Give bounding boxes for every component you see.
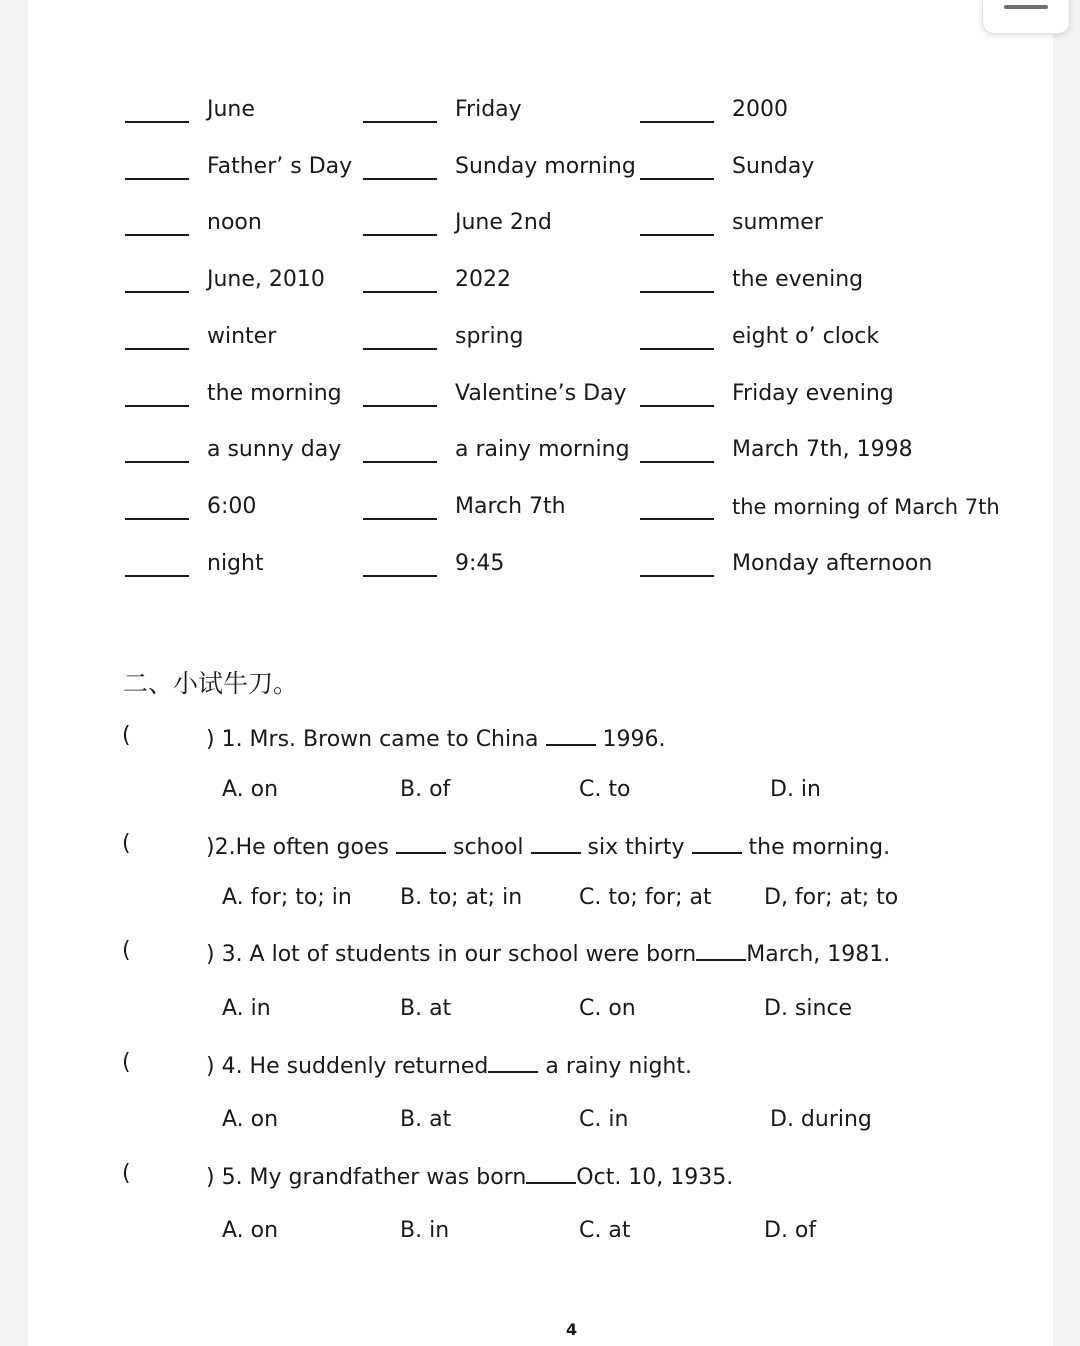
question-text: six thirty: [587, 835, 685, 860]
term: Valentine’s Day: [455, 381, 627, 406]
menu-handle-button[interactable]: [982, 0, 1070, 34]
term: a rainy morning: [455, 437, 630, 462]
answer-paren[interactable]: (: [122, 938, 131, 963]
answer-blank[interactable]: [125, 291, 189, 293]
answer-blank[interactable]: [640, 405, 714, 407]
answer-blank[interactable]: [640, 575, 714, 577]
page-number: 4: [566, 1320, 578, 1339]
term: Friday: [455, 97, 522, 122]
term: the morning: [207, 381, 342, 406]
term: noon: [207, 210, 262, 235]
fill-blank[interactable]: [546, 722, 596, 746]
option-b[interactable]: B. of: [400, 777, 451, 802]
term: summer: [732, 210, 823, 235]
term: 2000: [732, 97, 788, 122]
answer-blank[interactable]: [125, 234, 189, 236]
answer-blank[interactable]: [363, 575, 437, 577]
term: Friday evening: [732, 381, 894, 406]
option-a[interactable]: A. for; to; in: [222, 885, 352, 910]
term: the evening: [732, 267, 864, 292]
answer-blank[interactable]: [363, 518, 437, 520]
option-b[interactable]: B. in: [400, 1218, 450, 1243]
answer-blank[interactable]: [125, 575, 189, 577]
option-d[interactable]: D. during: [770, 1107, 872, 1132]
answer-paren[interactable]: (: [122, 1161, 131, 1186]
option-b[interactable]: B. at: [400, 1107, 452, 1132]
answer-blank[interactable]: [363, 291, 437, 293]
question-text: )2.He often goes: [206, 835, 389, 860]
answer-blank[interactable]: [640, 461, 714, 463]
answer-blank[interactable]: [125, 348, 189, 350]
term: Monday afternoon: [732, 551, 933, 576]
question-stem: [206, 722, 666, 754]
question-stem: [206, 937, 890, 969]
term: the morning of March 7th: [732, 495, 1000, 519]
question-text: 1996.: [602, 727, 666, 752]
option-c[interactable]: C. on: [579, 996, 636, 1021]
answer-paren[interactable]: (: [122, 723, 131, 748]
answer-blank[interactable]: [640, 291, 714, 293]
option-d[interactable]: D, for; at; to: [764, 885, 899, 910]
answer-blank[interactable]: [363, 348, 437, 350]
answer-blank[interactable]: [640, 518, 714, 520]
answer-paren[interactable]: (: [122, 1050, 131, 1075]
option-c[interactable]: C. in: [579, 1107, 629, 1132]
option-a[interactable]: A. in: [222, 996, 271, 1021]
question-text: the morning.: [748, 835, 891, 860]
answer-blank[interactable]: [640, 178, 714, 180]
fill-blank[interactable]: [531, 830, 581, 854]
option-b[interactable]: B. to; at; in: [400, 885, 523, 910]
term: 6:00: [207, 494, 257, 519]
answer-blank[interactable]: [125, 461, 189, 463]
question-stem: [206, 830, 890, 862]
term: June, 2010: [207, 267, 325, 292]
answer-blank[interactable]: [640, 121, 714, 123]
option-d[interactable]: D. since: [764, 996, 853, 1021]
question-text: March, 1981.: [746, 942, 891, 967]
answer-paren[interactable]: (: [122, 831, 131, 856]
answer-blank[interactable]: [363, 234, 437, 236]
question-text: ) 5. My grandfather was born: [206, 1165, 527, 1190]
answer-blank[interactable]: [640, 348, 714, 350]
term: March 7th: [455, 494, 566, 519]
fill-blank[interactable]: [526, 1160, 576, 1184]
term: 2022: [455, 267, 511, 292]
option-c[interactable]: C. to: [579, 777, 631, 802]
section-title: 二、小试牛刀。: [123, 669, 299, 698]
option-d[interactable]: D. in: [770, 777, 821, 802]
answer-blank[interactable]: [125, 121, 189, 123]
question-stem: [206, 1160, 733, 1192]
term: night: [207, 551, 264, 576]
question-text: a rainy night.: [545, 1054, 692, 1079]
option-c[interactable]: C. at: [579, 1218, 631, 1243]
question-text: school: [452, 835, 524, 860]
question-text: ) 1. Mrs. Brown came to China: [206, 727, 539, 752]
option-d[interactable]: D. of: [764, 1218, 817, 1243]
answer-blank[interactable]: [125, 178, 189, 180]
answer-blank[interactable]: [125, 518, 189, 520]
term: 9:45: [455, 551, 505, 576]
fill-blank[interactable]: [396, 830, 446, 854]
option-c[interactable]: C. to; for; at: [579, 885, 712, 910]
term: Sunday morning: [455, 154, 636, 179]
term: winter: [207, 324, 277, 349]
answer-blank[interactable]: [125, 405, 189, 407]
answer-blank[interactable]: [363, 461, 437, 463]
option-a[interactable]: A. on: [222, 1218, 279, 1243]
term: June 2nd: [455, 210, 552, 235]
term: spring: [455, 324, 524, 349]
option-b[interactable]: B. at: [400, 996, 452, 1021]
term: a sunny day: [207, 437, 342, 462]
question-text: ) 3. A lot of students in our school were born: [206, 942, 697, 967]
question-text: Oct. 10, 1935.: [576, 1165, 734, 1190]
fill-blank[interactable]: [692, 830, 742, 854]
term: eight o’ clock: [732, 324, 880, 349]
fill-blank[interactable]: [696, 937, 746, 961]
answer-blank[interactable]: [363, 178, 437, 180]
term: Sunday: [732, 154, 815, 179]
drag-handle-icon: [1004, 5, 1048, 9]
option-a[interactable]: A. on: [222, 777, 279, 802]
question-stem: [206, 1049, 692, 1081]
fill-blank[interactable]: [488, 1049, 538, 1073]
option-a[interactable]: A. on: [222, 1107, 279, 1132]
answer-blank[interactable]: [363, 121, 437, 123]
term: Father’ s Day: [207, 154, 353, 179]
term: June: [207, 97, 255, 122]
term: March 7th, 1998: [732, 437, 913, 462]
answer-blank[interactable]: [363, 405, 437, 407]
question-text: ) 4. He suddenly returned: [206, 1054, 489, 1079]
answer-blank[interactable]: [640, 234, 714, 236]
